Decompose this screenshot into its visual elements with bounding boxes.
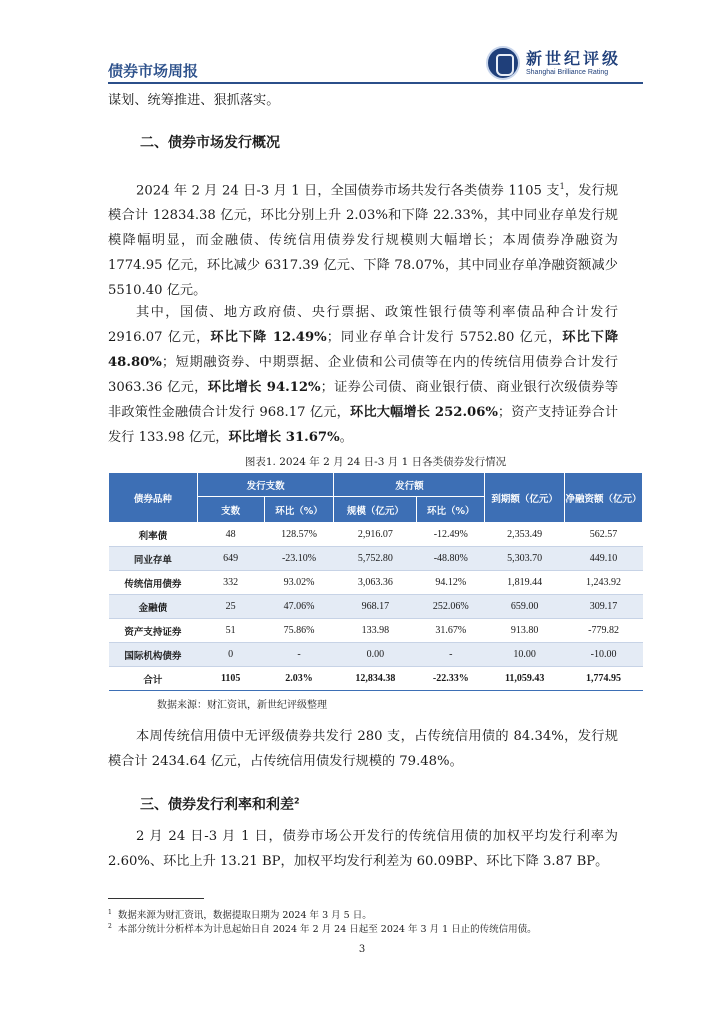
- section-2-paragraph-2: [108, 300, 618, 450]
- page-number: 3: [358, 944, 366, 955]
- cell-count-qoq: 128.57%: [264, 523, 334, 547]
- total-bond-type: 合计: [109, 667, 198, 691]
- cell-count-qoq: 93.02%: [264, 571, 334, 595]
- logo-emblem-icon: [486, 46, 520, 80]
- footnote-2: [108, 920, 537, 937]
- cell-maturity: 10.00: [485, 643, 565, 667]
- table-row: [109, 523, 643, 547]
- cell-maturity: 659.00: [485, 595, 565, 619]
- cell-bond-type: 资产支持证券: [109, 619, 198, 643]
- footnote-ref-2: 2: [294, 796, 300, 806]
- table-row: [109, 643, 643, 667]
- cell-scale: 968.17: [334, 595, 417, 619]
- cell-net-financing: -10.00: [565, 643, 643, 667]
- total-scale-qoq: -22.33%: [417, 667, 485, 691]
- cell-count: 25: [197, 595, 264, 619]
- col-group-count: 发行支数: [197, 473, 334, 497]
- total-count-qoq: 2.03%: [264, 667, 334, 691]
- footnote-1-text: 数据来源为财汇资讯，数据提取日期为 2024 年 3 月 5 日。: [117, 910, 372, 922]
- cell-scale: 3,063.36: [334, 571, 417, 595]
- cell-count-qoq: 75.86%: [264, 619, 334, 643]
- paragraph-text: ；资产支持证券合计发行 133.98 亿元，: [108, 405, 619, 445]
- cell-net-financing: 309.17: [565, 595, 643, 619]
- header-divider: [108, 82, 643, 84]
- cell-scale: 133.98: [334, 619, 417, 643]
- cell-scale-qoq: 31.67%: [417, 619, 485, 643]
- cell-net-financing: 562.57: [565, 523, 643, 547]
- table-row: [109, 619, 643, 643]
- footnote-divider: [108, 898, 204, 899]
- total-net-financing: 1,774.95: [565, 667, 643, 691]
- paragraph-text: 其中，国债、地方政府债、央行票据、政策性银行债等利率债品种合计发行 2916.07 亿元，: [108, 305, 618, 345]
- highlight-figure: 环比大幅增长 252.06%: [349, 405, 498, 420]
- paragraph-text: 。: [339, 430, 353, 445]
- cell-net-financing: 1,243.92: [565, 571, 643, 595]
- total-count: 1105: [197, 667, 264, 691]
- cell-scale: 0.00: [334, 643, 417, 667]
- section-3-heading-text: 三、债券发行利率和利差: [140, 797, 294, 813]
- cell-scale-qoq: -12.49%: [417, 523, 485, 547]
- para1-text-b: ，发行规模合计 12834.38 亿元，环比分别上升 2.03%和下降 22.33%，其中同业存单发行规模降幅明显，而金融债、传统信用债券发行规模则大幅增长；本周债券净融资为 1774.95 亿元，环比减少 6317.39 亿元、下降 78.07%，其中同业存单净融资额减少 5510.40 亿元。: [108, 183, 619, 299]
- cell-count-qoq: 47.06%: [264, 595, 334, 619]
- total-scale: 12,834.38: [334, 667, 417, 691]
- col-bond-type: 债券品种: [109, 473, 198, 523]
- col-scale-qoq: 环比（%）: [417, 497, 485, 523]
- cell-bond-type: 传统信用债券: [109, 571, 198, 595]
- cell-maturity: 2,353.49: [485, 523, 565, 547]
- cell-count: 0: [197, 643, 264, 667]
- footnote-2-text: 本部分统计分析样本为计息起始日自 2024 年 2 月 24 日起至 2024 年 3 月 1 日止的传统信用债。: [117, 924, 537, 936]
- bond-issuance-table: [108, 472, 643, 691]
- cell-count: 332: [197, 571, 264, 595]
- cell-net-financing: 449.10: [565, 547, 643, 571]
- cell-scale-qoq: -48.80%: [417, 547, 485, 571]
- data-source-note: 数据来源：财汇资讯，新世纪评级整理: [157, 700, 327, 711]
- highlight-figure: 环比下降 12.49%: [210, 330, 327, 345]
- cell-bond-type: 金融债: [109, 595, 198, 619]
- cell-count-qoq: -23.10%: [264, 547, 334, 571]
- paragraph-text: ；证券公司债、商业银行债、商业银行次级债券等非政策性金融债合计发行 968.17 亿元，: [108, 380, 619, 420]
- table-caption: 图表1. 2024 年 2 月 24 日-3 月 1 日各类债券发行情况: [244, 456, 507, 468]
- footnote-1-number: 1: [108, 909, 112, 916]
- cell-scale-qoq: 252.06%: [417, 595, 485, 619]
- paragraph-text: ；短期融资券、中期票据、企业债和公司债等在内的传统信用债券合计发行 3063.36 亿元，: [108, 355, 618, 395]
- cell-scale-qoq: 94.12%: [417, 571, 485, 595]
- cell-count: 48: [197, 523, 264, 547]
- intro-line: 谋划、统筹推进、狠抓落实。: [108, 93, 280, 108]
- para1-text-a: 2024 年 2 月 24 日-3 月 1 日，全国债券市场共发行各类债券 1105 支: [136, 183, 560, 199]
- highlight-figure: 环比增长 94.12%: [207, 380, 321, 395]
- company-logo: [486, 44, 646, 84]
- cell-maturity: 5,303.70: [485, 547, 565, 571]
- cell-scale-qoq: -: [417, 643, 485, 667]
- cell-scale: 5,752.80: [334, 547, 417, 571]
- logo-english-name: Shanghai Brilliance Rating: [526, 69, 609, 76]
- cell-bond-type: 同业存单: [109, 547, 198, 571]
- highlight-figure: 环比下降 48.80%: [108, 330, 619, 370]
- cell-scale: 2,916.07: [334, 523, 417, 547]
- cell-count: 649: [197, 547, 264, 571]
- table-row: [109, 547, 643, 571]
- table-row: [109, 595, 643, 619]
- col-count: 支数: [197, 497, 264, 523]
- unrated-bonds-paragraph: 本周传统信用债中无评级债券共发行 280 支，占传统信用债的 84.34%，发行规模合计 2434.64 亿元，占传统信用债发行规模的 79.48%。: [108, 729, 618, 769]
- col-maturity: 到期额（亿元）: [485, 473, 565, 523]
- cell-bond-type: 利率债: [109, 523, 198, 547]
- cell-bond-type: 国际机构债券: [109, 643, 198, 667]
- cell-count: 51: [197, 619, 264, 643]
- col-scale: 规模（亿元）: [334, 497, 417, 523]
- cell-maturity: 913.80: [485, 619, 565, 643]
- cell-maturity: 1,819.44: [485, 571, 565, 595]
- highlight-figure: 环比增长 31.67%: [228, 430, 340, 445]
- report-title: 债券市场周报: [108, 62, 199, 80]
- section-2-heading: 二、债券市场发行概况: [140, 135, 280, 151]
- paragraph-text: ；同业存单合计发行 5752.80 亿元，: [326, 330, 563, 345]
- section-3-heading: [140, 794, 300, 814]
- section-3-paragraph: 2 月 24 日-3 月 1 日，债券市场公开发行的传统信用债的加权平均发行利率为 2.60%、环比上升 13.21 BP，加权平均发行利差为 60.09BP、环比下降 3.87 BP。: [108, 829, 618, 869]
- col-group-amount: 发行额: [334, 473, 485, 497]
- cell-count-qoq: -: [264, 643, 334, 667]
- footnote-ref-1: 1: [559, 182, 565, 191]
- section-2-paragraph-1: [108, 174, 618, 303]
- cell-net-financing: -779.82: [565, 619, 643, 643]
- table-row: [109, 571, 643, 595]
- total-maturity: 11,059.43: [485, 667, 565, 691]
- table-total-row: [109, 667, 643, 691]
- logo-chinese-name: 新世纪评级: [526, 49, 622, 68]
- col-count-qoq: 环比（%）: [264, 497, 334, 523]
- footnote-2-number: 2: [108, 923, 112, 930]
- col-net-financing: 净融资额（亿元）: [565, 473, 643, 523]
